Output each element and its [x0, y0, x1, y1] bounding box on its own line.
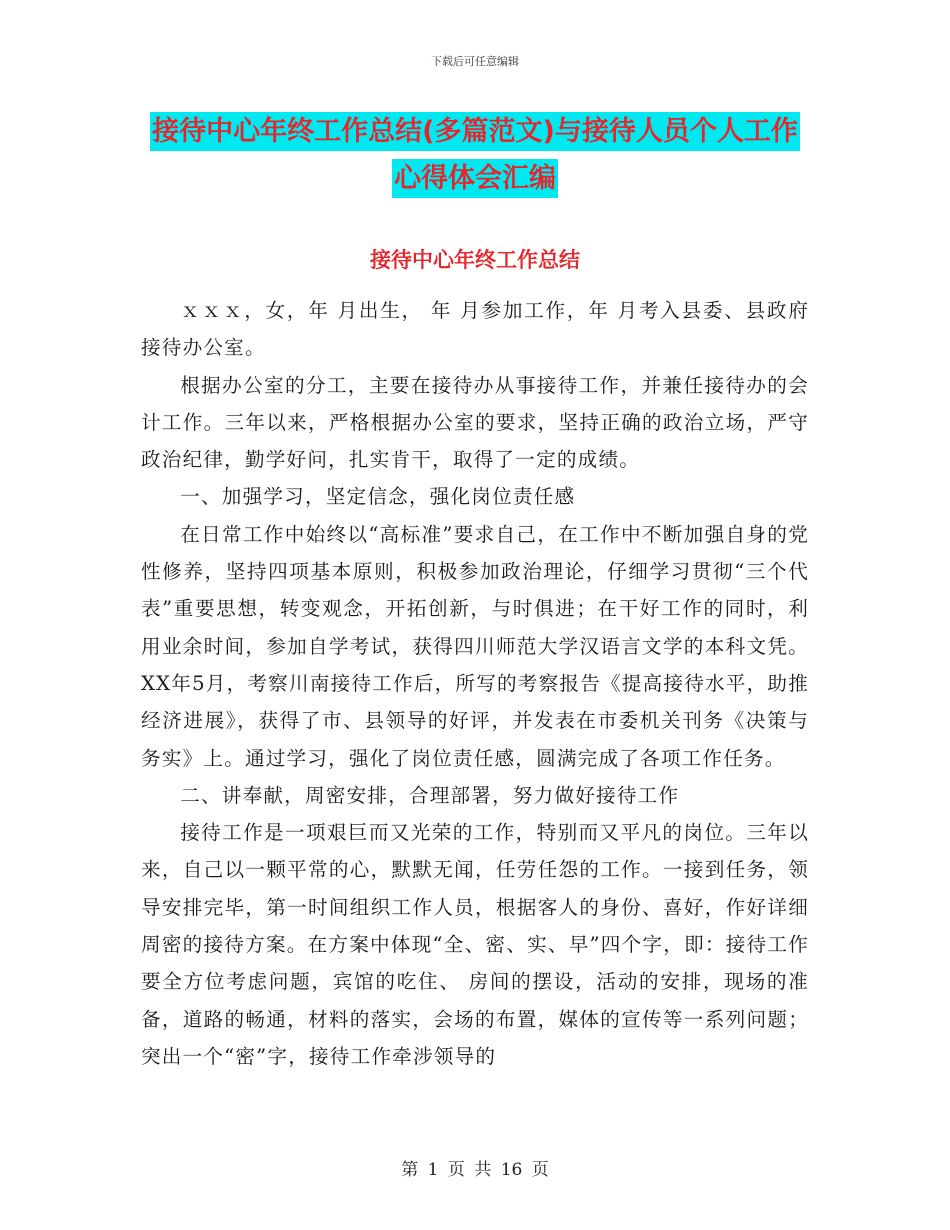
paragraph-dedication: 接待工作是一项艰巨而又光荣的工作，特别而又平凡的岗位。三年以来，自己以一颗平常的心，默默无闻，任劳任怨的工作。一接到任务，领导安排完毕，第一时间组织工作人员，根据客人的身份、喜好，作好详细周密的接待方案。在方案中体现“全、密、实、早”四个字，即：接待工作要全方位考虑问题，宾馆的吃住、 房间的摆设，活动的安排，现场的准备，道路的畅通，材料的落实，会场的布置，媒体的宣传等一系列问题；突出一个“密”字，接待工作牵涉领导的 [141, 821, 809, 1068]
document-title-text: 接待中心年终工作总结(多篇范文)与接待人员个人工作心得体会汇编 [150, 112, 800, 198]
page-footer: 第 1 页 共 16 页 [401, 1160, 549, 1180]
body-text [141, 292, 809, 1075]
paragraph-study: 在日常工作中始终以“高标准”要求自己，在工作中不断加强自身的党性修养，坚持四项基本原则，积极参加政治理论，仔细学习贯彻“三个代表”重要思想，转变观念，开拓创新，与时俱进；在干好工作的同时，利用业余时间，参加自学考试，获得四川师范大学汉语言文学的本科文凭。XX年5月，考察川南接待工作后，所写的考察报告《提高接待水平，助推经济进展》，获得了市、县领导的好评，并发表在市委机关刊务《决策与务实》上。通过学习，强化了岗位责任感，圆满完成了各项工作任务。 [141, 522, 809, 770]
document-title [140, 108, 810, 202]
section-title: 接待中心年终工作总结 [370, 248, 580, 272]
header-note: 下载后可任意编辑 [431, 55, 519, 68]
paragraph-duties: 根据办公室的分工，主要在接待办从事接待工作，并兼任接待办的会计工作。三年以来，严格根据办公室的要求，坚持正确的政治立场，严守政治纪律，勤学好问，扎实肯干，取得了一定的成绩。 [141, 373, 809, 472]
paragraph-intro: ｘｘｘ，女，年 月出生， 年 月参加工作，年 月考入县委、县政府接待办公室。 [141, 299, 809, 360]
heading-dedication: 二、讲奉献，周密安排，合理部署，努力做好接待工作 [180, 783, 680, 807]
heading-study: 一、加强学习，坚定信念，强化岗位责任感 [180, 485, 576, 509]
